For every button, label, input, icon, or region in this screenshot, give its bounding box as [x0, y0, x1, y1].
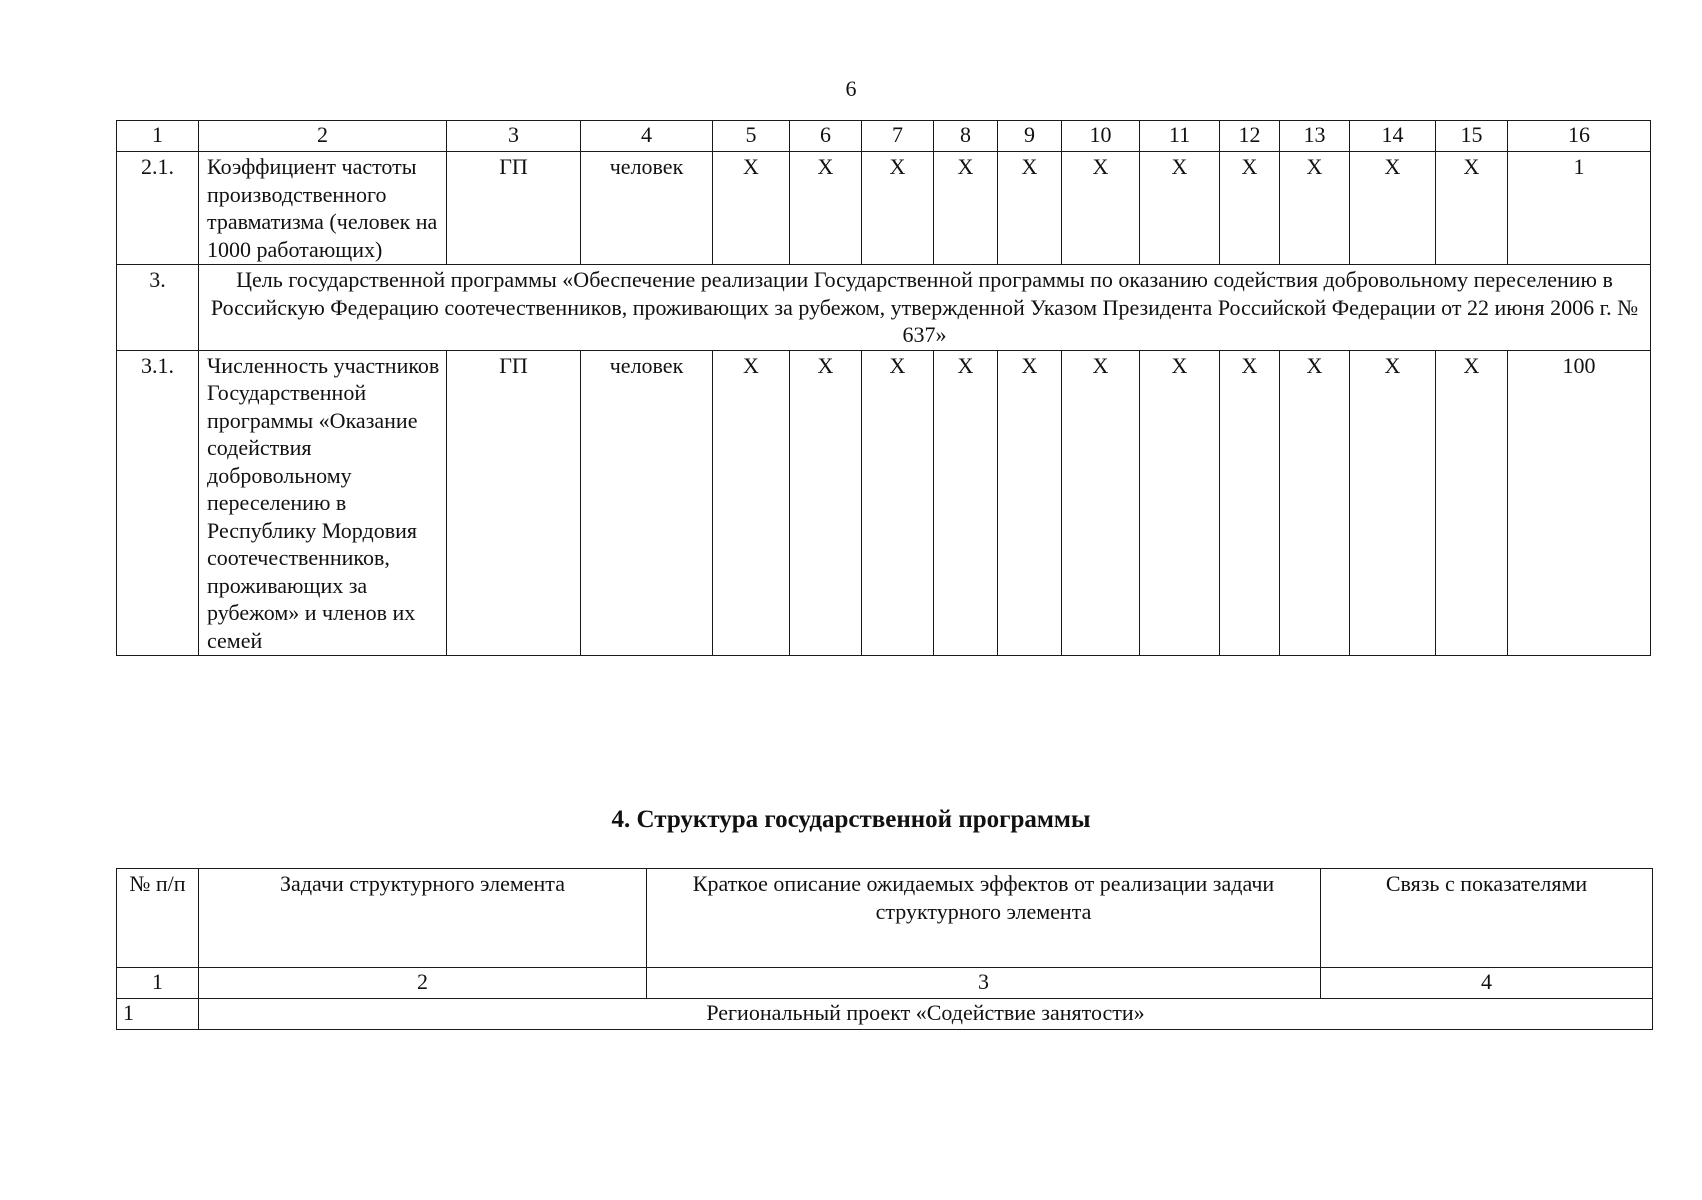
header-cell: 1 — [117, 121, 199, 152]
header-cell: 16 — [1508, 121, 1651, 152]
value-cell: X — [1220, 350, 1280, 656]
value-cell: X — [862, 350, 934, 656]
page-number: 6 — [845, 76, 857, 101]
goal-row-3 — [117, 265, 1651, 351]
value-cell: X — [713, 350, 790, 656]
value-cell: X — [1280, 152, 1350, 265]
header-indicators-link: Связь с показателями — [1321, 869, 1653, 968]
header-cell: 12 — [1220, 121, 1280, 152]
header-number: № п/п — [117, 869, 199, 968]
header-cell: 4 — [581, 121, 713, 152]
final-value-cell: 100 — [1508, 350, 1651, 656]
header-cell: 9 — [998, 121, 1062, 152]
value-cell: X — [790, 350, 862, 656]
value-cell: X — [1280, 350, 1350, 656]
value-cell: X — [1062, 152, 1140, 265]
value-cell: X — [998, 152, 1062, 265]
column-number: 3 — [647, 968, 1321, 999]
header-cell: 2 — [199, 121, 447, 152]
value-cell: X — [998, 350, 1062, 656]
header-cell: 8 — [934, 121, 998, 152]
value-cell: X — [790, 152, 862, 265]
indicator-unit: человек — [581, 152, 713, 265]
row-number: 3.1. — [117, 350, 199, 656]
column-number: 4 — [1321, 968, 1653, 999]
value-cell: X — [1220, 152, 1280, 265]
indicators-header-row — [117, 121, 1651, 152]
indicator-row-3-1 — [117, 350, 1651, 656]
row-number: 2.1. — [117, 152, 199, 265]
header-cell: 6 — [790, 121, 862, 152]
value-cell: X — [1350, 350, 1436, 656]
regional-project-title: Региональный проект «Содействие занятости» — [199, 999, 1653, 1030]
header-cell: 5 — [713, 121, 790, 152]
indicators-table — [116, 120, 1651, 656]
header-cell: 10 — [1062, 121, 1140, 152]
header-cell: 15 — [1436, 121, 1508, 152]
header-cell: 13 — [1280, 121, 1350, 152]
structure-number-row — [117, 968, 1653, 999]
row-number: 3. — [117, 265, 199, 351]
indicator-level: ГП — [447, 350, 581, 656]
indicator-name: Численность участников Государственной программы «Оказание содействия добровольному переселению в Республику Мордовия соотечественников, проживающих за рубежом» и членов их семей — [199, 350, 447, 656]
header-effects: Краткое описание ожидаемых эффектов от реализации задачи структурного элемента — [647, 869, 1321, 968]
indicator-level: ГП — [447, 152, 581, 265]
value-cell: X — [713, 152, 790, 265]
column-number: 2 — [199, 968, 647, 999]
header-cell: 3 — [447, 121, 581, 152]
indicator-name: Коэффициент частоты производственного травматизма (человек на 1000 работающих) — [199, 152, 447, 265]
header-tasks: Задачи структурного элемента — [199, 869, 647, 968]
section-title: 4. Структура государственной программы — [611, 806, 1091, 833]
value-cell: X — [934, 350, 998, 656]
indicator-unit: человек — [581, 350, 713, 656]
row-number: 1 — [117, 999, 199, 1030]
value-cell: X — [1350, 152, 1436, 265]
structure-table — [116, 868, 1653, 1030]
header-cell: 14 — [1350, 121, 1436, 152]
value-cell: X — [1140, 152, 1220, 265]
project-row — [117, 999, 1653, 1030]
column-number: 1 — [117, 968, 199, 999]
value-cell: X — [1436, 152, 1508, 265]
program-goal: Цель государственной программы «Обеспечение реализации Государственной программы по оказанию содействия добровольному переселению в Российскую Федерацию соотечественников, проживающих за рубежом, утвержденной Указом Президента Российской Федерации от 22 июня 2006 г. № 637» — [199, 265, 1651, 351]
structure-header-row — [117, 869, 1653, 968]
value-cell: X — [1140, 350, 1220, 656]
value-cell: X — [934, 152, 998, 265]
value-cell: X — [1062, 350, 1140, 656]
value-cell: X — [862, 152, 934, 265]
value-cell: X — [1436, 350, 1508, 656]
header-cell: 7 — [862, 121, 934, 152]
indicator-row-2-1 — [117, 152, 1651, 265]
final-value-cell: 1 — [1508, 152, 1651, 265]
header-cell: 11 — [1140, 121, 1220, 152]
